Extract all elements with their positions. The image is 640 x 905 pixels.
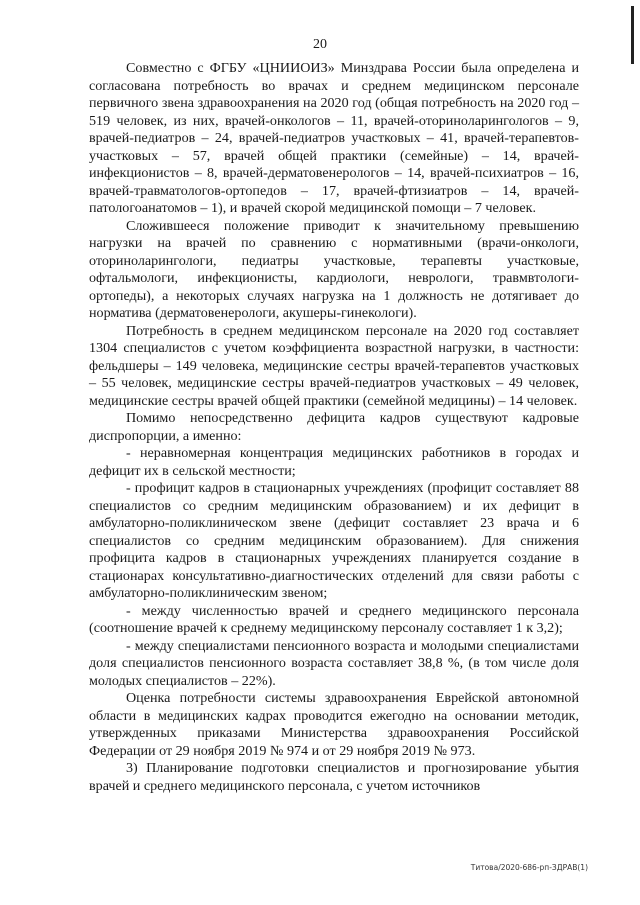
paragraph-staffing-needs: Совместно с ФГБУ «ЦНИИОИЗ» Минздрава России была определена и согласована потребность во врачах и среднем медицинском персонале первичного звена здравоохранения на 2020 год (общая потребность на 2020 год – 519 человек, из них, врачей-онкологов – 11, врачей-оториноларингологов – 9, врачей-педиатров – 24, врачей-педиатров участковых – 41, врачей-терапевтов-участковых – 57, врачей общей практики (семейные) – 14, врачей-инфекционистов – 8, врачей-дерматовенерологов – 14, врачей-психиатров – 16, врачей-травматологов-ортопедов – 17, врачей-фтизиатров – 14, врачей-патологоанатомов – 1), и врачей скорой медицинской помощи – 7 человек. xyxy=(89,60,579,216)
paragraph-workload: Сложившееся положение приводит к значительному превышению нагрузки на врачей по сравнению с нормативными (врачи-онкологи, оториноларингологи, педиатры участковые, терапевты участковые, офтальмологи, инфекционисты, кардиологи, неврологи, травмвтологи-ортопеды), а некоторых случаях нагрузка на 1 должность не дотягивает до норматива (дерматовенерологи, акушеры-гинекологи). xyxy=(89,217,579,321)
paragraph-disproportions-intro: Помимо непосредственно дефицита кадров существуют кадровые диспропорции, а именно: xyxy=(89,410,579,444)
paragraph-assessment-methods: Оценка потребности системы здравоохранения Еврейской автономной области в медицинских кадрах проводится ежегодно на основании методик, утвержденных приказами Министерства здравоохранения Российской Федерации от 29 ноября 2019 № 974 и от 29 ноября 2019 № 973. xyxy=(89,690,579,759)
page-number: 20 xyxy=(313,37,327,52)
list-item-rural-deficit: - неравномерная концентрация медицинских работников в городах и дефицит их в сельской местности; xyxy=(89,445,579,479)
list-item-doctor-nurse-ratio: - между численностью врачей и среднего медицинского персонала (соотношение врачей к среднему медицинскому персоналу составляет 1 к 3,2); xyxy=(89,602,579,636)
document-body xyxy=(89,60,579,795)
paragraph-nursing-needs: Потребность в среднем медицинском персонале на 2020 год составляет 1304 специалистов с учетом коэффициента возрастной нагрузки, в частности: фельдшеры – 149 человека, медицинские сестры врачей-терапевтов участковых – 55 человек, медицинские сестры врачей-педиатров участковых – 49 человек, медицинские сестры врачей общей практики (семейной медицины) – 14 человек. xyxy=(89,322,579,409)
list-item-hospital-surplus: - профицит кадров в стационарных учреждениях (профицит составляет 88 специалистов со средним медицинским образованием) и их дефицит в амбулаторно-поликлиническом звене (дефицит составляет 23 врача и 6 специалистов со средним медицинским образованием). Для снижения профицита кадров в стационарных учреждениях планируется создание в стационарах консультативно-диагностических отделений для связи работы с амбулаторно-поликлиническим звеном; xyxy=(89,480,579,601)
page-edge-mark xyxy=(631,6,634,64)
paragraph-planning-heading: 3) Планирование подготовки специалистов и прогнозирование убытия врачей и среднего медицинского персонала, с учетом источников xyxy=(89,760,579,794)
footer-document-code: Титова/2020-686-рп-ЗДРАВ(1) xyxy=(470,863,588,872)
list-item-age-structure: - между специалистами пенсионного возраста и молодыми специалистами доля специалистов пенсионного возраста составляет 38,8 %, (в том числе доля молодых специалистов – 22%). xyxy=(89,637,579,689)
